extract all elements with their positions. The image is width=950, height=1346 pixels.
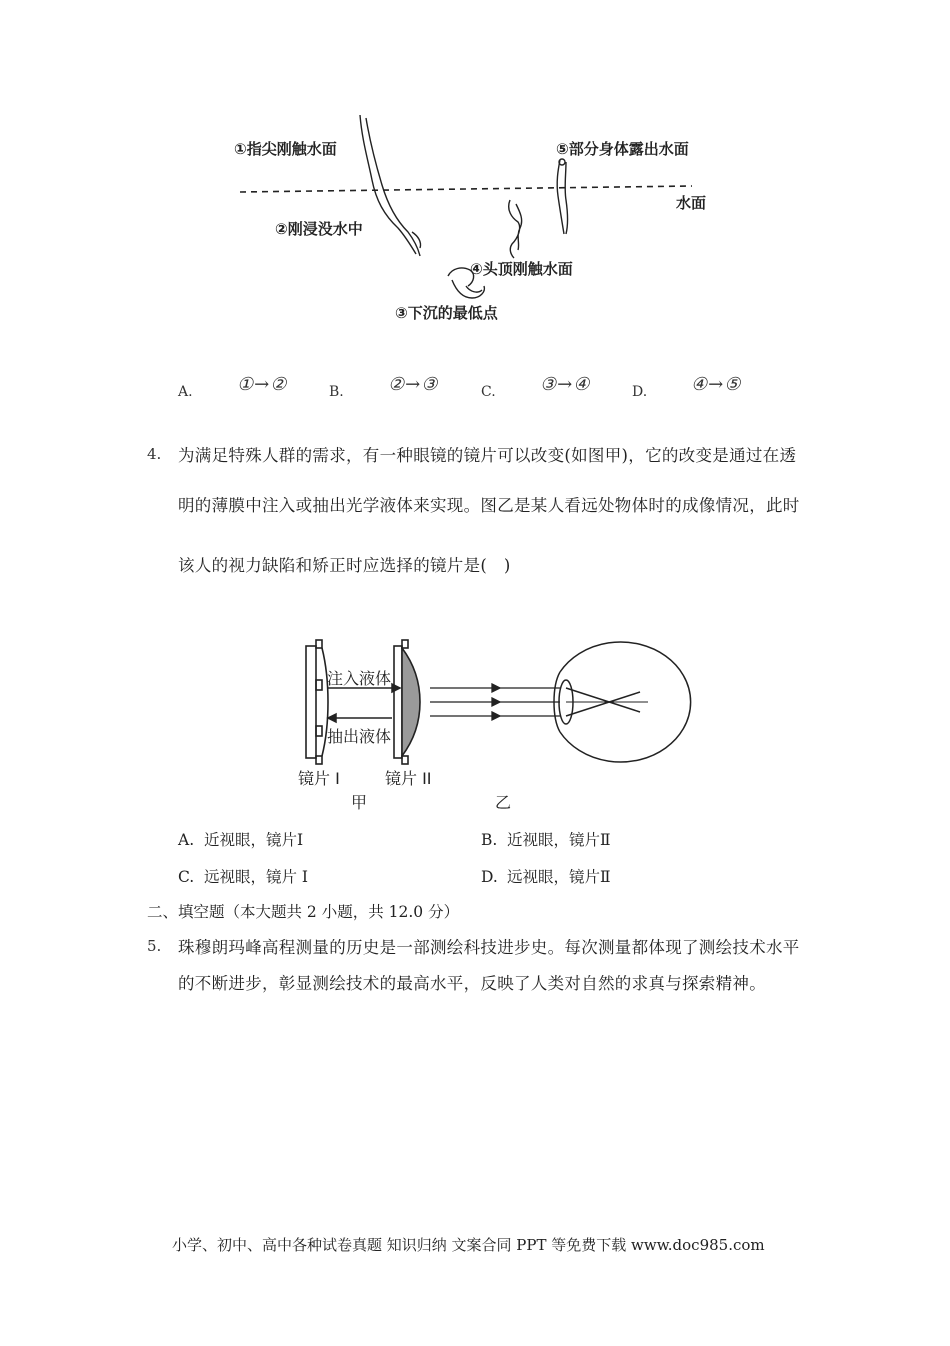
q4-option-b-text: 近视眼，镜片Ⅱ [507, 831, 611, 849]
water-surface-line [240, 186, 692, 192]
q3-option-c-letter: C. [481, 384, 496, 400]
lens-2-label: 镜片 II [385, 769, 432, 788]
q4-option-c-text: 远视眼，镜片 I [204, 868, 309, 886]
q3-option-b-seq: ②→③ [388, 374, 439, 395]
figure-yi-label: 乙 [495, 793, 512, 812]
lens-eye-drawing [0, 600, 950, 820]
q4-option-c-letter: C. [178, 868, 195, 886]
label-head-touch: ④头顶刚触水面 [470, 260, 573, 278]
footer-text: 小学、初中、高中各种试卷真题 知识归纳 文案合同 PPT 等免费下载 www.doc985.com [172, 1236, 765, 1254]
lens-1-label: 镜片 I [298, 769, 340, 788]
lens-2-shape [394, 640, 420, 764]
inject-liquid-label: 注入液体 [327, 669, 392, 688]
diver-silhouette-4 [509, 200, 522, 258]
label-emerge: ⑤部分身体露出水面 [556, 140, 689, 158]
q4-option-a [178, 828, 303, 850]
q4-line-3: 该人的视力缺陷和矫正时应选择的镜片是( ) [178, 556, 511, 575]
diver-silhouette-1 [360, 115, 421, 256]
q3-option-b-letter: B. [329, 384, 344, 400]
diver-figure-drawing [0, 0, 950, 340]
label-water-surface: 水面 [676, 194, 707, 212]
q5-line-1: 珠穆朗玛峰高程测量的历史是一部测绘科技进步史。每次测量都体现了测绘技术水平 [178, 938, 800, 957]
q4-option-d-letter: D. [481, 868, 498, 886]
q4-option-b-letter: B. [481, 831, 498, 849]
label-submerged: ②刚浸没水中 [275, 220, 363, 238]
light-rays [430, 684, 560, 720]
diver-silhouette-5 [557, 159, 567, 234]
diver-figure [0, 0, 950, 340]
q3-option-a-letter: A. [178, 384, 193, 400]
label-lowest-point: ③下沉的最低点 [395, 304, 498, 322]
q3-option-a-seq: ①→② [237, 374, 288, 395]
extract-arrow [328, 714, 392, 722]
figure-jia-label: 甲 [351, 793, 368, 812]
q4-option-b [481, 828, 611, 850]
eye-shape [554, 642, 691, 762]
q5-line-2: 的不断进步，彰显测绘技术的最高水平，反映了人类对自然的求真与探索精神。 [178, 974, 766, 993]
label-fingertip: ①指尖刚触水面 [234, 140, 337, 158]
q3-option-d-seq: ④→⑤ [691, 374, 742, 395]
q4-option-c [178, 865, 308, 887]
lens-eye-figure [0, 600, 950, 820]
q4-option-d-text: 远视眼，镜片Ⅱ [507, 868, 611, 886]
q4-line-2: 明的薄膜中注入或抽出光学液体来实现。图乙是某人看远处物体时的成像情况，此时 [178, 496, 800, 515]
q3-option-d-letter: D. [632, 384, 648, 400]
extract-liquid-label: 抽出液体 [327, 727, 392, 746]
q4-option-d [481, 865, 611, 887]
q4-option-a-text: 近视眼，镜片Ⅰ [204, 831, 304, 849]
section-2-title: 二、填空题（本大题共 2 小题，共 12.0 分） [147, 903, 460, 921]
q4-line-1: 为满足特殊人群的需求，有一种眼镜的镜片可以改变(如图甲)，它的改变是通过在透 [178, 446, 797, 465]
q4-option-a-letter: A. [178, 831, 195, 849]
lens-1-shape [306, 640, 328, 764]
q5-number: 5. [147, 937, 162, 955]
q3-option-c-seq: ③→④ [540, 374, 591, 395]
q4-number: 4. [147, 445, 162, 463]
